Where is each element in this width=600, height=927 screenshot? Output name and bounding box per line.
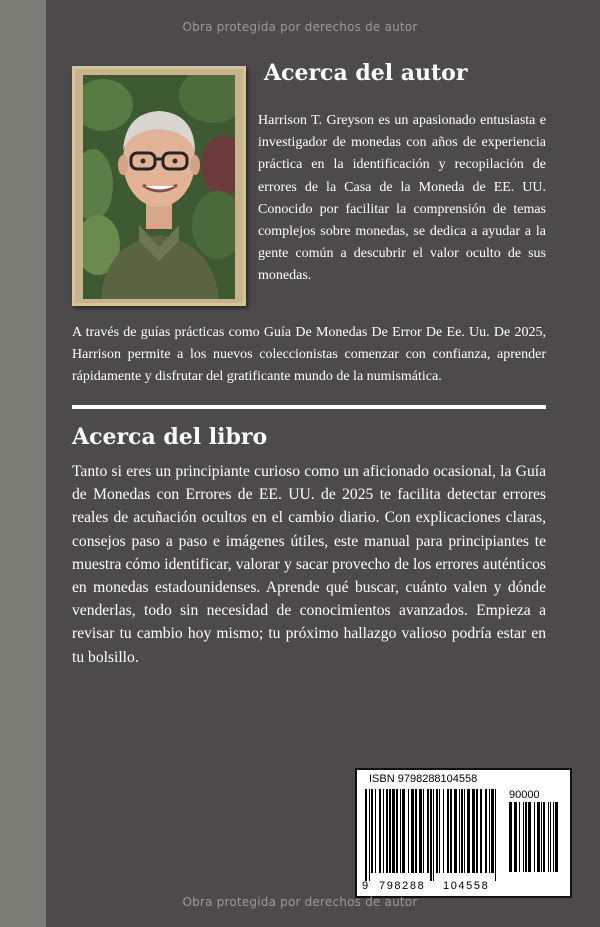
- barcode-bar: [411, 789, 414, 873]
- watermark-bottom: Obra protegida por derechos de autor: [182, 895, 418, 909]
- barcode-bar: [450, 789, 452, 873]
- barcode-bar: [436, 789, 438, 873]
- barcode-bar: [534, 802, 535, 872]
- barcode-bar: [464, 789, 465, 873]
- isbn-digit-group2: 104558: [443, 880, 490, 892]
- barcode-bar: [396, 789, 398, 873]
- barcode-bar: [371, 789, 373, 873]
- barcode-bar: [461, 789, 463, 873]
- barcode-bar: [408, 789, 409, 873]
- barcode-bar: [519, 802, 520, 872]
- price-code: 90000: [509, 789, 540, 801]
- barcode-bar: [467, 789, 470, 873]
- ean13-bars: [363, 789, 501, 881]
- barcode-bar: [402, 789, 405, 873]
- barcode-bar: [365, 789, 367, 881]
- isbn-digit-group1: 798288: [379, 880, 426, 892]
- barcode-bar: [459, 789, 460, 873]
- book-description: Tanto si eres un principiante curioso como un aficionado ocasional, la Guía de Monedas con Errores de EE. UU. de 2025 te facilita detectar errores reales de acuñación ocultos en el cambio diario. Con explicaciones claras, consejos paso a paso e imágenes útiles, este manual para principiantes te muestra cómo identificar, valorar y sacar provecho de los errores auténticos en monedas estadounidenses. Aprende qué buscar, cuánto valen y dónde venderlas, todo sin necesidad de conocimientos avanzados. Empieza a revisar tu cambio hoy mismo; tu próximo hallazgo valioso podría estar en tu bolsillo.: [72, 463, 546, 666]
- barcode-bar: [476, 789, 478, 873]
- barcode-bar: [454, 789, 457, 873]
- book-heading: Acerca del libro: [72, 424, 268, 450]
- barcode-bar: [375, 789, 376, 873]
- barcode-bar: [548, 802, 549, 872]
- barcode-bar: [555, 802, 558, 872]
- barcode-bar: [423, 789, 424, 873]
- barcode-bar: [379, 789, 381, 873]
- barcode-bar: [389, 789, 391, 873]
- author-portrait-icon: [83, 75, 235, 299]
- author-heading: Acerca del autor: [264, 60, 468, 86]
- barcode-bar: [383, 789, 384, 873]
- isbn-digit-lead: 9: [362, 880, 369, 892]
- barcode-bar: [472, 789, 475, 873]
- barcode-bar: [509, 802, 512, 872]
- watermark-top: Obra protegida por derechos de autor: [182, 20, 418, 34]
- barcode-bar: [525, 802, 527, 872]
- barcode-bar: [495, 789, 496, 881]
- barcode-bar: [480, 789, 482, 873]
- isbn-barcode: [355, 768, 572, 898]
- section-divider: [72, 405, 546, 409]
- author-bio: Harrison T. Greyson es un apasionado entusiasta e investigador de monedas con años de experiencia práctica en la identificación y recopilación de errores de la Casa de la Moneda de EE. UU. Conocido por facilitar la comprensión de temas complejos sobre monedas, se dedica a ayudar a la gente común a descubrir el valor oculto de sus monedas.: [258, 113, 546, 284]
- barcode-bar: [392, 789, 395, 873]
- barcode-bar: [419, 789, 422, 873]
- barcode-bar: [537, 802, 540, 872]
- author-guides-paragraph: A través de guías prácticas como Guía De Monedas De Error De Ee. Uu. De 2025, Harrison permite a los nuevos coleccionistas comenzar con confianza, aprender rápidamente y disfrutar del gratificante mundo de la numismática.: [72, 325, 546, 385]
- barcode-bar: [550, 802, 551, 872]
- barcode-bar: [439, 789, 440, 873]
- barcode-bar: [427, 789, 429, 873]
- barcode-bar: [447, 789, 449, 873]
- barcode-bar: [443, 789, 444, 873]
- barcode-bar: [491, 789, 494, 873]
- barcode-bar: [514, 802, 517, 872]
- barcode-bar: [386, 789, 388, 873]
- barcode-bar: [430, 789, 432, 881]
- barcode-bar: [523, 802, 524, 872]
- barcode-bar: [541, 802, 542, 872]
- barcode-bar: [528, 802, 531, 872]
- barcode-bar: [400, 789, 401, 873]
- barcode-bar: [543, 802, 545, 872]
- barcode-bar: [433, 789, 434, 881]
- barcode-bar: [415, 789, 417, 873]
- isbn-label: ISBN 9798288104558: [369, 773, 478, 785]
- author-photo-frame: [72, 66, 246, 306]
- barcode-bar: [553, 802, 554, 872]
- author-photo: [83, 75, 235, 299]
- barcode-bar: [485, 789, 487, 873]
- addon-bars: [507, 802, 563, 894]
- barcode-bar: [489, 789, 490, 873]
- barcode-bar: [369, 789, 370, 881]
